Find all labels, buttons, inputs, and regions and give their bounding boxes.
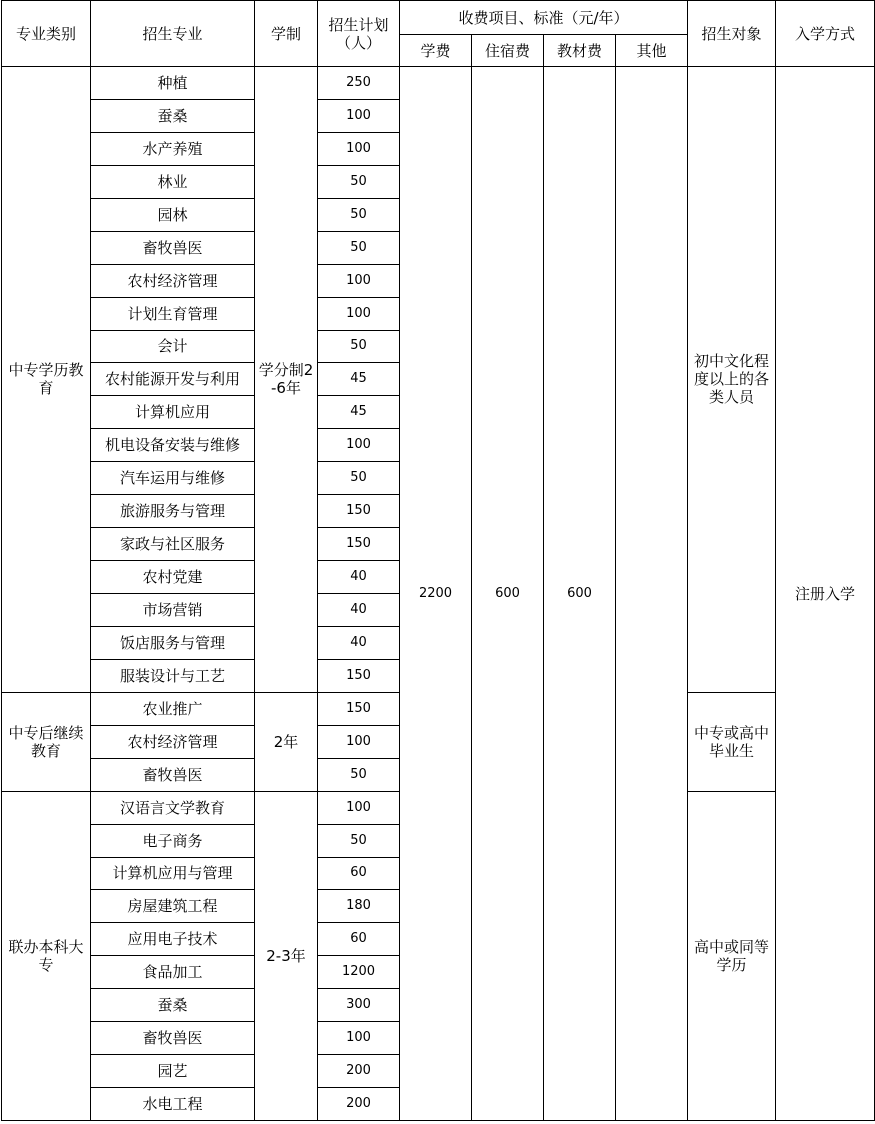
plan-cell: 180	[318, 890, 400, 923]
plan-cell: 100	[318, 725, 400, 758]
major-cell: 计算机应用与管理	[91, 857, 255, 890]
header-admission: 入学方式	[776, 1, 875, 67]
major-cell: 应用电子技术	[91, 923, 255, 956]
plan-cell: 300	[318, 989, 400, 1022]
major-cell: 市场营销	[91, 594, 255, 627]
duration-cell: 2年	[255, 692, 318, 791]
plan-cell: 40	[318, 626, 400, 659]
major-cell: 畜牧兽医	[91, 758, 255, 791]
tuition-cell: 2200	[400, 67, 472, 1121]
header-tuition: 学费	[400, 35, 472, 67]
major-cell: 农村经济管理	[91, 264, 255, 297]
major-cell: 园艺	[91, 1055, 255, 1088]
category-cell: 中专后继续教育	[2, 692, 91, 791]
target-cell: 初中文化程度以上的各类人员	[688, 67, 776, 693]
plan-cell: 50	[318, 165, 400, 198]
header-accommodation: 住宿费	[472, 35, 544, 67]
plan-cell: 200	[318, 1088, 400, 1121]
major-cell: 农业推广	[91, 692, 255, 725]
major-cell: 汉语言文学教育	[91, 791, 255, 824]
major-cell: 家政与社区服务	[91, 528, 255, 561]
plan-cell: 100	[318, 791, 400, 824]
major-cell: 电子商务	[91, 824, 255, 857]
header-other: 其他	[616, 35, 688, 67]
plan-cell: 250	[318, 67, 400, 100]
header-fees-group: 收费项目、标准（元/年）	[400, 1, 688, 35]
header-row	[2, 1, 875, 35]
plan-cell: 100	[318, 132, 400, 165]
plan-cell: 50	[318, 231, 400, 264]
table-row	[2, 67, 875, 100]
plan-cell: 150	[318, 692, 400, 725]
major-cell: 水电工程	[91, 1088, 255, 1121]
major-cell: 机电设备安装与维修	[91, 429, 255, 462]
header-plan: 招生计划（人）	[318, 1, 400, 67]
plan-cell: 40	[318, 594, 400, 627]
plan-cell: 150	[318, 659, 400, 692]
duration-cell: 2-3年	[255, 791, 318, 1120]
plan-cell: 100	[318, 429, 400, 462]
plan-cell: 50	[318, 824, 400, 857]
major-cell: 林业	[91, 165, 255, 198]
plan-cell: 50	[318, 462, 400, 495]
other-fee-cell	[616, 67, 688, 1121]
admission-method-cell: 注册入学	[776, 67, 875, 1121]
target-cell: 高中或同等学历	[688, 791, 776, 1120]
header-target: 招生对象	[688, 1, 776, 67]
plan-cell: 60	[318, 857, 400, 890]
plan-cell: 50	[318, 330, 400, 363]
major-cell: 计算机应用	[91, 396, 255, 429]
plan-cell: 1200	[318, 956, 400, 989]
major-cell: 水产养殖	[91, 132, 255, 165]
category-cell: 联办本科大专	[2, 791, 91, 1120]
major-cell: 汽车运用与维修	[91, 462, 255, 495]
category-cell: 中专学历教育	[2, 67, 91, 693]
plan-cell: 50	[318, 758, 400, 791]
major-cell: 饭店服务与管理	[91, 626, 255, 659]
plan-cell: 100	[318, 264, 400, 297]
plan-cell: 50	[318, 198, 400, 231]
major-cell: 畜牧兽医	[91, 1022, 255, 1055]
header-major: 招生专业	[91, 1, 255, 67]
major-cell: 计划生育管理	[91, 297, 255, 330]
major-cell: 农村能源开发与利用	[91, 363, 255, 396]
target-cell: 中专或高中毕业生	[688, 692, 776, 791]
textbook-cell: 600	[544, 67, 616, 1121]
plan-cell: 40	[318, 561, 400, 594]
header-duration: 学制	[255, 1, 318, 67]
major-cell: 农村党建	[91, 561, 255, 594]
major-cell: 房屋建筑工程	[91, 890, 255, 923]
major-cell: 农村经济管理	[91, 725, 255, 758]
major-cell: 蚕桑	[91, 99, 255, 132]
major-cell: 蚕桑	[91, 989, 255, 1022]
plan-cell: 100	[318, 1022, 400, 1055]
major-cell: 种植	[91, 67, 255, 100]
major-cell: 食品加工	[91, 956, 255, 989]
plan-cell: 150	[318, 528, 400, 561]
duration-cell: 学分制2-6年	[255, 67, 318, 693]
plan-cell: 100	[318, 297, 400, 330]
plan-cell: 60	[318, 923, 400, 956]
plan-cell: 150	[318, 495, 400, 528]
plan-cell: 45	[318, 363, 400, 396]
enrollment-table	[1, 0, 875, 1121]
major-cell: 服装设计与工艺	[91, 659, 255, 692]
header-textbook: 教材费	[544, 35, 616, 67]
plan-cell: 200	[318, 1055, 400, 1088]
major-cell: 会计	[91, 330, 255, 363]
header-category: 专业类别	[2, 1, 91, 67]
plan-cell: 45	[318, 396, 400, 429]
accommodation-cell: 600	[472, 67, 544, 1121]
table-body	[2, 1, 875, 1121]
major-cell: 畜牧兽医	[91, 231, 255, 264]
major-cell: 旅游服务与管理	[91, 495, 255, 528]
plan-cell: 100	[318, 99, 400, 132]
major-cell: 园林	[91, 198, 255, 231]
